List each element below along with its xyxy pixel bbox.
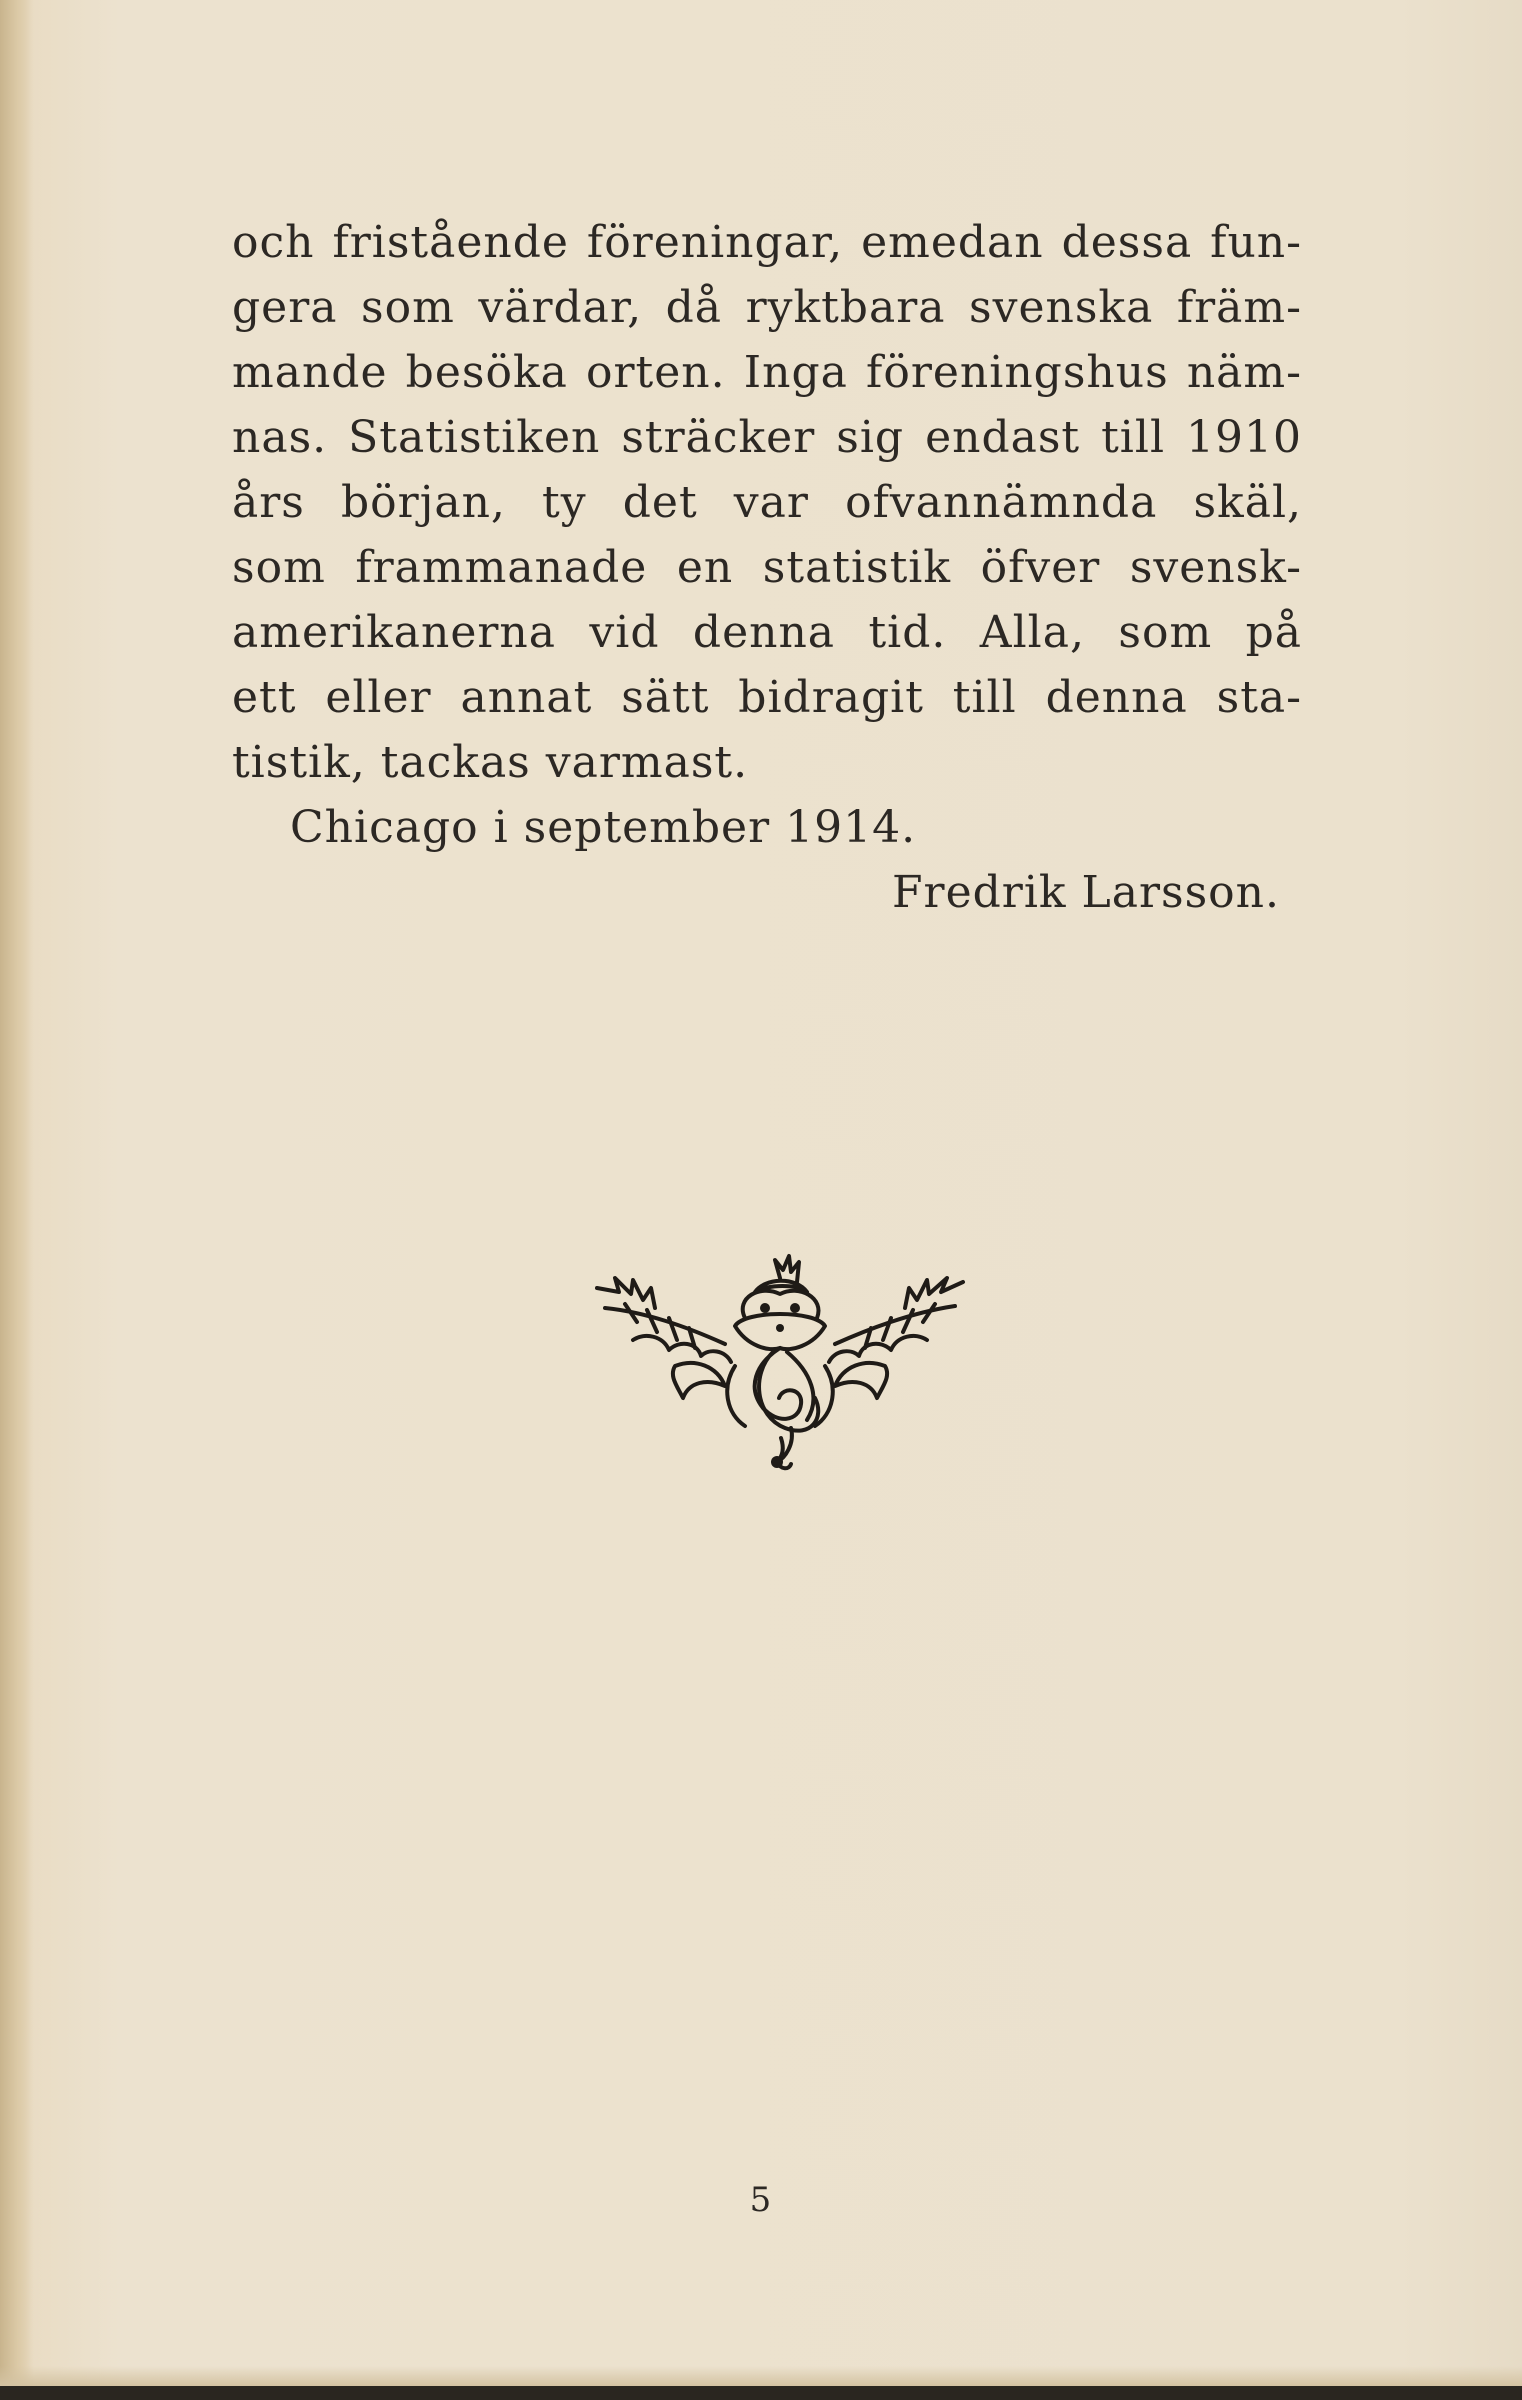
text-line: ett eller annat sätt bidragit till denna sta- <box>232 672 1302 723</box>
text-line: nas. Statistiken sträcker sig endast till 1910 <box>232 412 1302 463</box>
text-line: mande besöka orten. Inga föreningshus näm- <box>232 347 1302 398</box>
text-line: som frammanade en statistik öfver svensk- <box>232 542 1302 593</box>
text-line: tistik, tackas varmast. <box>232 737 749 788</box>
scan-bottom-border <box>0 2386 1522 2400</box>
signature: Fredrik Larsson. <box>892 867 1280 918</box>
dateline: Chicago i september 1914. <box>290 802 917 853</box>
page-binding-edge <box>0 0 34 2400</box>
page-number: 5 <box>749 2180 773 2220</box>
floral-ornament-icon <box>585 1248 975 1478</box>
page-bottom-shadow <box>0 2366 1522 2386</box>
text-line: gera som värdar, då ryktbara svenska främ- <box>232 282 1302 333</box>
body-text <box>232 210 1302 925</box>
text-line: och fristående föreningar, emedan dessa fun- <box>232 217 1302 268</box>
text-line: amerikanerna vid denna tid. Alla, som på <box>232 607 1302 658</box>
text-line: års början, ty det var ofvannämnda skäl, <box>232 477 1302 528</box>
